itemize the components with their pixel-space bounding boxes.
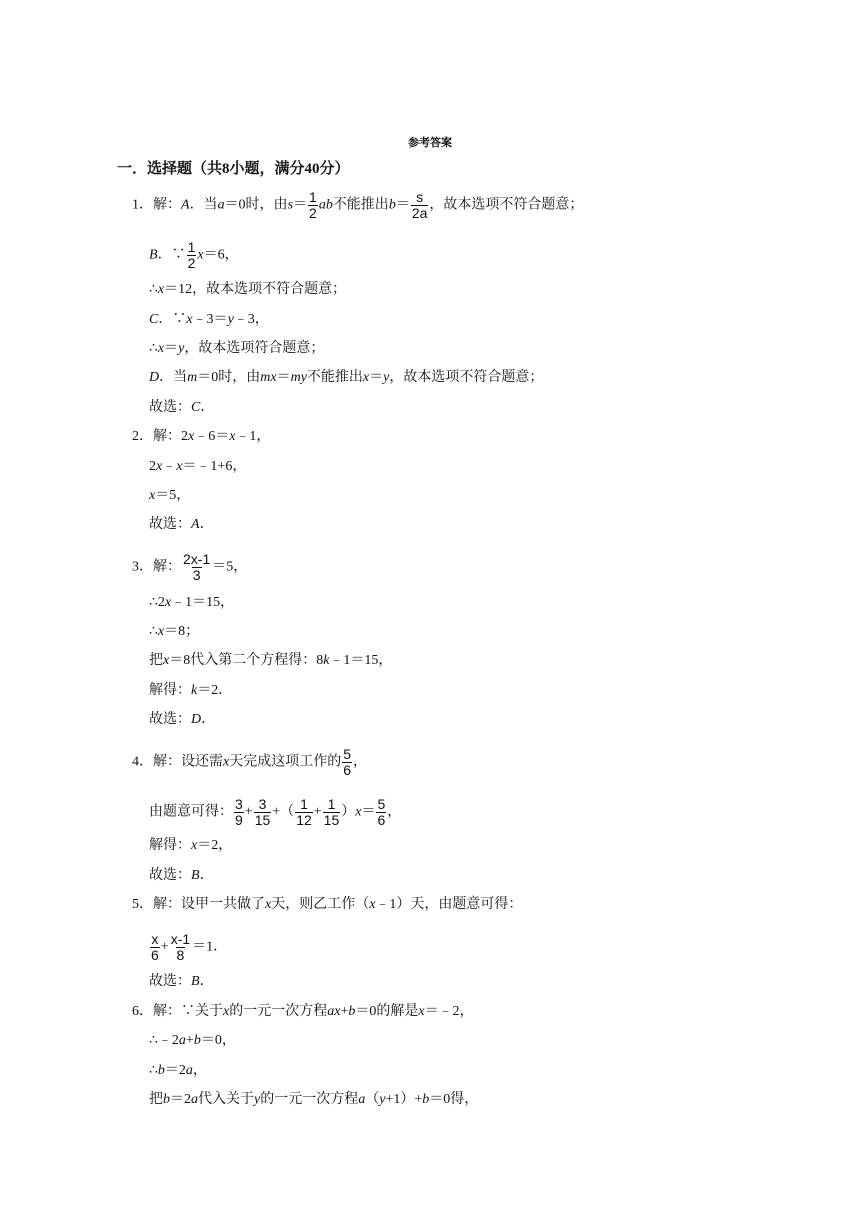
q1-line-6: D．当m＝0时，由mx＝my不能推出x＝y，故本选项不符合题意； bbox=[149, 370, 544, 385]
q4-line-2: 由题意可得： $\frac{3}{9}$ + $\frac{3}{15}$ +（ $\frac{1}{12}$ + $\frac{1}{15}$ ）x＝ $\frac{5}{6}$ ， bbox=[149, 796, 402, 828]
q1-answer: 故选：C． bbox=[149, 400, 215, 415]
q3-line-5: 解得：k＝2． bbox=[149, 683, 233, 698]
q2-answer: 故选：A． bbox=[149, 517, 214, 532]
q2-line-1: 2．解：2x﹣6＝x﹣1， bbox=[132, 429, 271, 444]
fraction-x-over-6: $\frac{x}{6}$ bbox=[151, 931, 159, 963]
fraction-one-half: $\frac{1}{2}$ bbox=[187, 239, 196, 271]
q2-line-2: 2x﹣x＝﹣1+6， bbox=[149, 459, 247, 474]
q3-line-1: 3．解： $\frac{2x-1}{3}$ ＝5， bbox=[132, 551, 248, 583]
q5-line-1: 5．解：设甲一共做了x天，则乙工作（x﹣1）天，由题意可得： bbox=[132, 897, 523, 912]
q1-line-3: ∴x＝12，故本选项不符合题意； bbox=[149, 282, 347, 297]
q1-line-4: C．∵x﹣3＝y﹣3， bbox=[149, 312, 269, 327]
q3-answer: 故选：D． bbox=[149, 712, 216, 727]
fraction-one-half: $\frac{1}{2}$ bbox=[309, 189, 317, 221]
fraction-s-over-2a: $\frac{s}{2a}$ bbox=[411, 189, 428, 221]
q5-answer: 故选：B． bbox=[149, 974, 214, 989]
page-title: 参考答案 bbox=[408, 137, 452, 149]
q3-line-4: 把x＝8代入第二个方程得：8k﹣1＝15， bbox=[149, 653, 393, 668]
q6-line-3: ∴b＝2a， bbox=[149, 1063, 207, 1078]
fraction-five-sixths: $\frac{5}{6}$ bbox=[343, 746, 352, 778]
q1-line-5: ∴x＝y，故本选项符合题意； bbox=[149, 341, 325, 356]
q6-line-2: ∴﹣2a+b＝0， bbox=[149, 1033, 236, 1048]
q3-line-2: ∴2x﹣1＝15， bbox=[149, 595, 235, 610]
fraction-x-minus-1-over-8: $\frac{x-1}{8}$ bbox=[170, 931, 191, 963]
q6-line-1: 6．解：∵关于x的一元一次方程ax+b＝0的解是x＝﹣2， bbox=[132, 1004, 474, 1019]
q4-line-3: 解得：x＝2， bbox=[149, 838, 233, 853]
section-heading: 一．选择题（共8小题，满分40分） bbox=[117, 161, 350, 177]
fraction-five-sixths: $\frac{5}{6}$ bbox=[377, 796, 386, 828]
fraction-3-over-15: $\frac{3}{15}$ bbox=[254, 796, 271, 828]
q3-line-3: ∴x＝8； bbox=[149, 624, 200, 639]
q6-line-4: 把b＝2a代入关于y的一元一次方程a（y+1）+b＝0得， bbox=[149, 1092, 479, 1107]
q5-line-2: $\frac{x}{6}$ + $\frac{x-1}{8}$ ＝1． bbox=[151, 931, 228, 963]
fraction-1-over-15: $\frac{1}{15}$ bbox=[323, 796, 340, 828]
fraction-3-over-9: $\frac{3}{9}$ bbox=[235, 796, 243, 828]
q4-line-1: 4．解：设还需x天完成这项工作的 $\frac{5}{6}$ ， bbox=[132, 746, 368, 778]
fraction-2x-minus-1-over-3: $\frac{2x-1}{3}$ bbox=[183, 551, 211, 583]
q4-answer: 故选：B． bbox=[149, 868, 214, 883]
q1-line-1: 1．解：A．当a＝0时，由s＝ $\frac{1}{2}$ ab不能推出b＝ $\frac{s}{2a}$ ，故本选项不符合题意； bbox=[132, 189, 584, 221]
fraction-1-over-12: $\frac{1}{12}$ bbox=[296, 796, 312, 828]
q1-line-2: B．∵ $\frac{1}{2}$ x＝6， bbox=[149, 239, 239, 271]
q2-line-3: x＝5， bbox=[149, 488, 191, 503]
